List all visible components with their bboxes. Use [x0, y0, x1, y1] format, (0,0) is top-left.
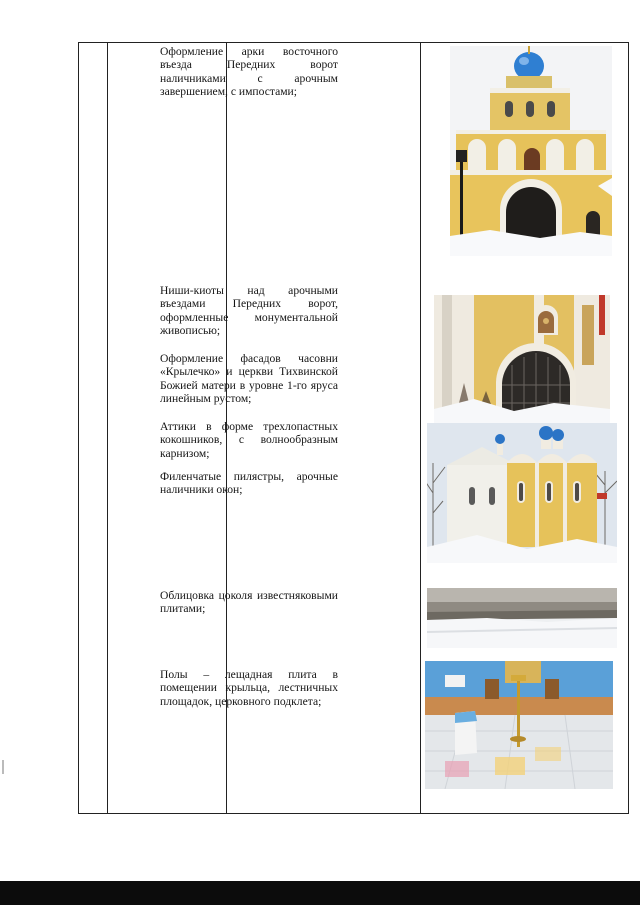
item-description-pilasters: Филенчатые пилястры, арочные наличники окон; — [160, 470, 338, 497]
item-description-niche-icons: Ниши-киоты над арочными въездами Передних ворот, оформленные монументальной живописью; — [160, 284, 338, 337]
item-description-arch-trim: Оформление арки восточного въезда Передних ворот наличниками с арочным завершением, с импостами; — [160, 45, 338, 98]
column-divider — [420, 43, 421, 813]
photo-tikhvin-church — [427, 423, 617, 563]
photo-limestone-plinth — [427, 588, 617, 648]
scan-artifact — [2, 760, 4, 774]
item-description-plinth: Облицовка цоколя известняковыми плитами; — [160, 589, 338, 616]
scan-bottom-edge — [0, 881, 640, 905]
photo-interior-floor — [425, 661, 613, 789]
item-description-rustication: Оформление фасадов часовни «Крылечко» и церкви Тихвинской Божией матери в уровне 1-го яруса линейным рустом; — [160, 352, 338, 405]
item-description-attics: Аттики в форме трехлопастных кокошников, с волнообразным карнизом; — [160, 420, 338, 460]
item-description-floors: Полы – лещадная плита в помещении крыльца, лестничных площадок, церковного подклета; — [160, 668, 338, 708]
photo-niche-icon — [434, 295, 610, 423]
photo-gate-tower — [450, 46, 612, 256]
column-divider — [107, 43, 108, 813]
